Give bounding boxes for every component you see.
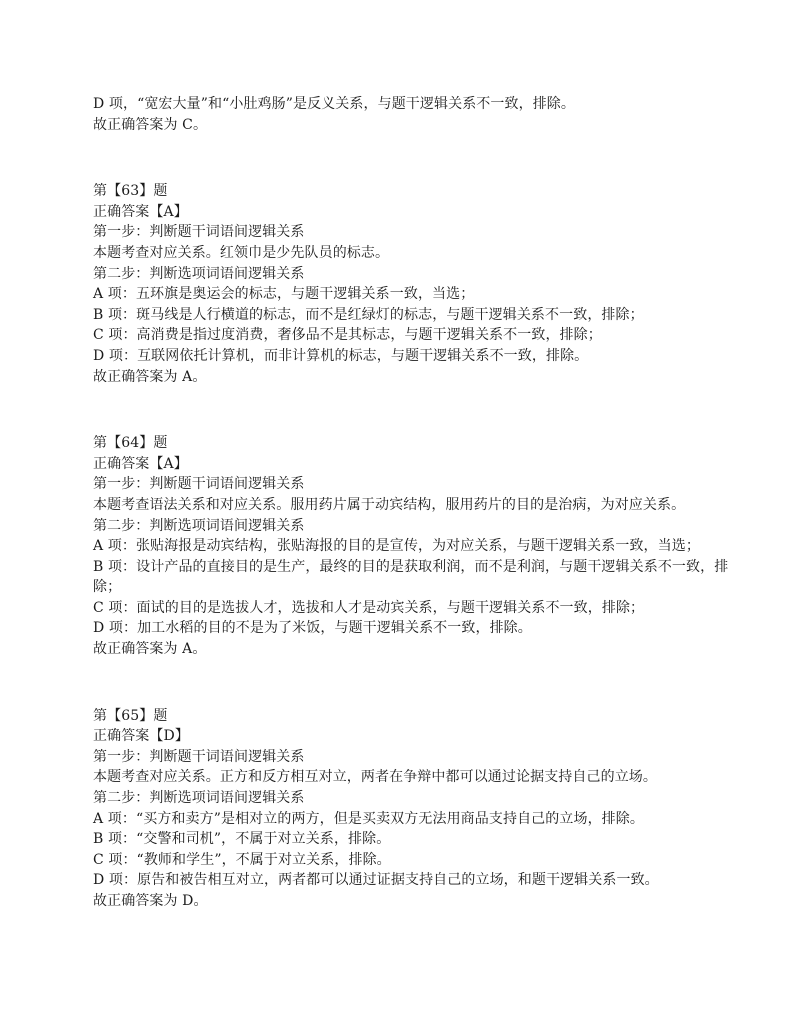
question-section-64 bbox=[93, 433, 733, 660]
stem-analysis: 本题考查对应关系。正方和反方相互对立，两者在争辩中都可以通过论据支持自己的立场。 bbox=[93, 769, 657, 786]
answer-conclusion: 故正确答案为 D。 bbox=[93, 893, 208, 909]
answer-conclusion: 故正确答案为 C。 bbox=[93, 116, 208, 133]
option-a-line: A 项：张贴海报是动宾结构，张贴海报的目的是宣传，为对应关系，与题干逻辑关系一致，当选； bbox=[93, 538, 700, 555]
correct-answer: 正确答案【D】 bbox=[93, 728, 189, 745]
document-page bbox=[93, 94, 733, 912]
question-section-65 bbox=[93, 706, 733, 912]
option-b-line: B 项：斑马线是人行横道的标志，而不是红绿灯的标志，与题干逻辑关系不一致，排除； bbox=[93, 306, 644, 323]
option-d-line: D 项：互联网依托计算机，而非计算机的标志，与题干逻辑关系不一致，排除。 bbox=[93, 347, 589, 364]
option-c-line: C 项：面试的目的是选拔人才，选拔和人才是动宾关系，与题干逻辑关系不一致，排除； bbox=[93, 599, 645, 616]
option-d-line: D 项，“宽宏大量”和“小肚鸡肠”是反义关系，与题干逻辑关系不一致，排除。 bbox=[93, 96, 576, 112]
option-c-line: C 项：“教师和学生”，不属于对立关系，排除。 bbox=[93, 851, 391, 868]
step-one-heading: 第一步：判断题干词语间逻辑关系 bbox=[93, 224, 305, 241]
option-a-line: A 项：五环旗是奥运会的标志，与题干逻辑关系一致，当选； bbox=[93, 286, 475, 303]
answer-conclusion: 故正确答案为 A。 bbox=[93, 641, 207, 658]
stem-analysis: 本题考查对应关系。红领巾是少先队员的标志。 bbox=[93, 244, 390, 261]
correct-answer: 正确答案【A】 bbox=[93, 203, 188, 220]
stem-analysis: 本题考查语法关系和对应关系。服用药片属于动宾结构，服用药片的目的是治病，为对应关系。 bbox=[93, 496, 686, 513]
option-b-line: B 项：“交警和司机”，不属于对立关系，排除。 bbox=[93, 831, 391, 848]
step-two-heading: 第二步：判断选项词语间逻辑关系 bbox=[93, 790, 305, 807]
step-two-heading: 第二步：判断选项词语间逻辑关系 bbox=[93, 265, 305, 282]
answer-conclusion: 故正确答案为 A。 bbox=[93, 368, 207, 385]
option-a-line: A 项：“买方和卖方”是相对立的两方，但是买卖双方无法用商品支持自己的立场，排除。 bbox=[93, 810, 644, 827]
option-d-line: D 项：原告和被告相互对立，两者都可以通过证据支持自己的立场，和题干逻辑关系一致。 bbox=[93, 872, 659, 889]
question-section-63 bbox=[93, 181, 733, 387]
question-title: 第【63】题 bbox=[93, 183, 168, 200]
question-title: 第【65】题 bbox=[93, 707, 168, 724]
step-one-heading: 第一步：判断题干词语间逻辑关系 bbox=[93, 748, 305, 765]
step-two-heading: 第二步：判断选项词语间逻辑关系 bbox=[93, 517, 305, 534]
question-title: 第【64】题 bbox=[93, 435, 168, 452]
correct-answer: 正确答案【A】 bbox=[93, 455, 188, 472]
step-one-heading: 第一步：判断题干词语间逻辑关系 bbox=[93, 476, 305, 493]
option-d-line: D 项：加工水稻的目的不是为了米饭，与题干逻辑关系不一致，排除。 bbox=[93, 620, 532, 637]
previous-question-tail bbox=[93, 94, 733, 135]
option-c-line: C 项：高消费是指过度消费，奢侈品不是其标志，与题干逻辑关系不一致，排除； bbox=[93, 327, 602, 344]
option-b-line: B 项：设计产品的直接目的是生产，最终的目的是获取利润，而不是利润，与题干逻辑关系不一致，排除； bbox=[93, 558, 729, 596]
